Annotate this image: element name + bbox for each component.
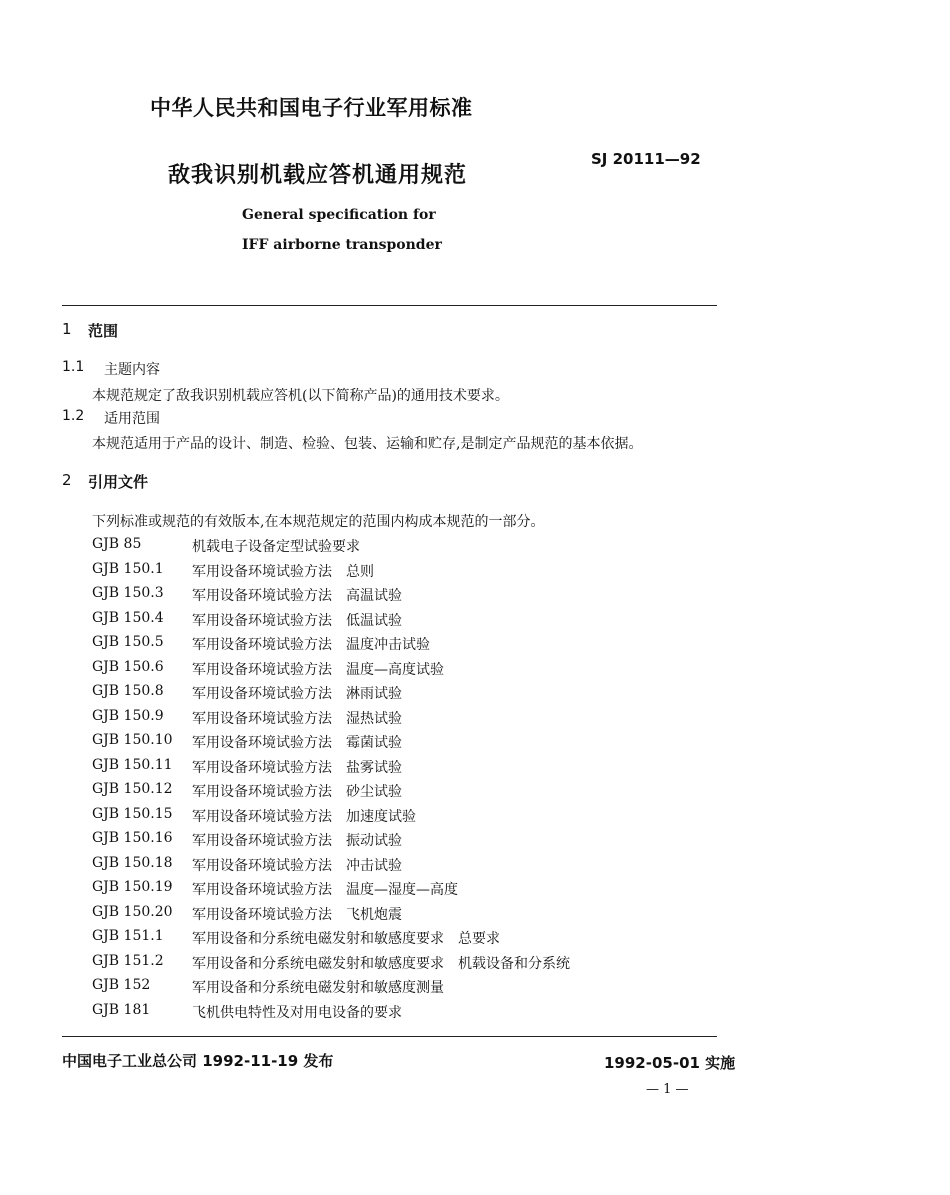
reference-code: GJB 150.8: [92, 683, 164, 699]
standard-category: 中华人民共和国电子行业军用标准: [150, 96, 473, 120]
document-title-en-line2: IFF airborne transponder: [242, 237, 442, 253]
reference-code: GJB 150.6: [92, 658, 164, 675]
reference-code: GJB 150.5: [92, 634, 164, 650]
section-1-number: 1: [62, 320, 72, 338]
section-1-2-title: 适用范围: [104, 411, 160, 427]
reference-title: 军用设备环境试验方法 温度冲击试验: [192, 637, 430, 653]
reference-code: GJB 150.12: [92, 781, 173, 797]
reference-code: GJB 151.2: [92, 952, 164, 969]
document-number: SJ 20111—92: [591, 150, 701, 168]
reference-title: 飞机供电特性及对用电设备的要求: [192, 1004, 402, 1021]
section-1-1-number: 1.1: [62, 359, 85, 375]
reference-code: GJB 150.20: [92, 903, 173, 920]
document-title-cn: 敌我识别机载应答机通用规范: [168, 163, 468, 188]
reference-code: GJB 150.18: [92, 854, 173, 871]
reference-title: 军用设备环境试验方法 加速度试验: [192, 808, 416, 825]
reference-title: 军用设备环境试验方法 淋雨试验: [192, 686, 402, 702]
reference-title: 军用设备环境试验方法 温度—湿度—高度: [192, 882, 458, 898]
reference-code: GJB 151.1: [92, 928, 164, 944]
section-1-1-title: 主题内容: [104, 362, 160, 378]
reference-title: 机载电子设备定型试验要求: [192, 539, 360, 555]
page-number: — 1 —: [646, 1082, 689, 1097]
reference-code: GJB 150.9: [92, 707, 164, 724]
section-1-2-number: 1.2: [62, 408, 85, 424]
reference-title: 军用设备环境试验方法 盐雾试验: [192, 759, 402, 776]
reference-code: GJB 150.11: [92, 756, 173, 773]
reference-code: GJB 150.19: [92, 879, 173, 895]
reference-title: 军用设备环境试验方法 振动试验: [192, 833, 402, 849]
reference-title: 军用设备环境试验方法 温度—高度试验: [192, 661, 444, 678]
reference-title: 军用设备环境试验方法 冲击试验: [192, 857, 402, 874]
reference-code: GJB 150.10: [92, 732, 173, 748]
reference-code: GJB 181: [92, 1001, 151, 1018]
section-2-number: 2: [62, 471, 72, 489]
reference-code: GJB 150.3: [92, 585, 164, 601]
reference-code: GJB 150.15: [92, 805, 173, 822]
document-title-en-line1: General specification for: [242, 207, 436, 223]
reference-code: GJB 150.4: [92, 609, 164, 626]
reference-title: 军用设备环境试验方法 飞机炮震: [192, 906, 402, 923]
reference-title: 军用设备环境试验方法 砂尘试验: [192, 784, 402, 800]
effective-statement: 1992-05-01 实施: [604, 1054, 736, 1072]
reference-title: 军用设备环境试验方法 低温试验: [192, 612, 402, 629]
reference-code: GJB 150.16: [92, 830, 173, 846]
reference-title: 军用设备环境试验方法 霉菌试验: [192, 735, 402, 751]
issued-statement: 中国电子工业总公司 1992-11-19 发布: [62, 1052, 334, 1070]
reference-title: 军用设备环境试验方法 湿热试验: [192, 710, 402, 727]
header-divider: [62, 305, 717, 306]
footer-divider: [62, 1036, 717, 1037]
reference-code: GJB 152: [92, 977, 151, 993]
section-2-title: 引用文件: [88, 473, 149, 491]
reference-title: 军用设备和分系统电磁发射和敏感度要求 总要求: [192, 931, 500, 947]
reference-code: GJB 85: [92, 536, 142, 552]
section-1-2-text: 本规范适用于产品的设计、制造、检验、包装、运输和贮存,是制定产品规范的基本依据。: [92, 436, 643, 452]
section-1-1-text: 本规范规定了敌我识别机载应答机(以下简称产品)的通用技术要求。: [92, 388, 509, 404]
reference-code: GJB 150.1: [92, 560, 164, 577]
section-1-title: 范围: [88, 322, 119, 340]
reference-title: 军用设备和分系统电磁发射和敏感度要求 机载设备和分系统: [192, 955, 570, 972]
reference-title: 军用设备环境试验方法 高温试验: [192, 588, 402, 604]
reference-title: 军用设备和分系统电磁发射和敏感度测量: [192, 980, 444, 996]
section-2-intro: 下列标准或规范的有效版本,在本规范规定的范围内构成本规范的一部分。: [92, 514, 545, 530]
reference-title: 军用设备环境试验方法 总则: [192, 563, 374, 580]
